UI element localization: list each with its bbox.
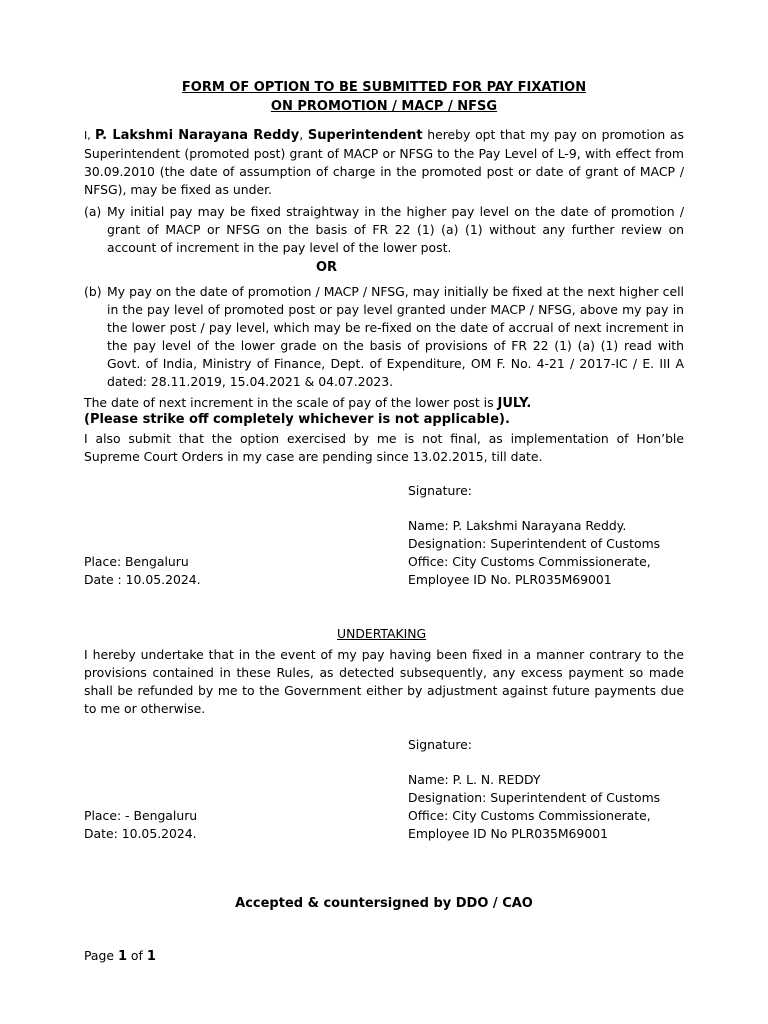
increment-text: The date of next increment in the scale of pay of the lower post is	[84, 395, 498, 410]
countersign-line: Accepted & countersigned by DDO / CAO	[235, 896, 533, 911]
undertaking-paragraph: I hereby undertake that in the event of my pay having been fixed in a manner contrary to the provisions contained in these Rules, as detected subsequently, any excess payment so made shall be refunded by me to the Government either by adjustment against future payments due to me or otherwise.	[84, 647, 684, 716]
strike-note: (Please strike off completely whichever is not applicable).	[84, 412, 510, 427]
option-b-text: My pay on the date of promotion / MACP / NFSG, may initially be fixed at the next higher cell in the pay level of promoted post or pay level granted under MACP / NFSG, above my pay in the lower post / pay level, which may be re-fixed on the date of accrual of next increment in the pay level of the lower grade on the basis of provisions of FR 22 (1) (a) (1) read with Govt. of India, Ministry of Finance, Dept. of Expenditure, OM F. No. 4-21 / 2017-IC / E. III A dated: 28.11.2019, 15.04.2021 & 04.07.2023.	[107, 284, 684, 389]
signatory-employee-id-2: Employee ID No PLR035M69001	[408, 826, 608, 841]
applicant-name: P. Lakshmi Narayana Reddy	[94, 128, 300, 143]
place-2: Place: - Bengaluru	[84, 808, 198, 823]
date-2: Date: 10.05.2024.	[84, 826, 197, 841]
page-footer	[84, 947, 156, 966]
intro-prefix: I,	[84, 129, 95, 142]
intro-text: hereby opt that my pay on promotion as Superintendent (promoted post) grant of MACP or NFSG to the Pay Level of L-9, with effect from 30.09.2010 (the date of assumption of charge in the promoted post or date of grant of MACP / NFSG), may be fixed as under.	[84, 127, 684, 197]
signatory-employee-id-1: Employee ID No. PLR035M69001	[408, 572, 612, 587]
submission-paragraph: I also submit that the option exercised by me is not final, as implementation of Hon’ble Supreme Court Orders in my case are pending since 13.02.2015, till date.	[84, 431, 684, 464]
intro-paragraph	[84, 126, 684, 199]
signatory-office-1: Office: City Customs Commissionerate,	[408, 554, 651, 569]
option-b	[84, 283, 684, 391]
footer-page-word: Page	[84, 948, 118, 963]
option-a-text: My initial pay may be fixed straightway in the higher pay level on the date of promotion / grant of MACP or NFSG on the basis of FR 22 (1) (a) (1) without any further review on account of increment in the pay level of the lower post.	[107, 204, 684, 255]
option-a	[84, 203, 684, 257]
applicant-post: Superintendent	[307, 128, 423, 143]
footer-of-word: of	[126, 948, 147, 963]
option-a-mark: (a)	[84, 204, 102, 219]
footer-page-total: 1	[146, 949, 156, 964]
place-1: Place: Bengaluru	[84, 554, 189, 569]
signatory-office-2: Office: City Customs Commissionerate,	[408, 808, 651, 823]
footer-page-number: 1	[117, 949, 127, 964]
form-title-line2: ON PROMOTION / MACP / NFSG	[270, 99, 498, 114]
signatory-name-1: Name: P. Lakshmi Narayana Reddy.	[408, 518, 627, 533]
undertaking-heading: UNDERTAKING	[337, 626, 427, 641]
signatory-designation-1: Designation: Superintendent of Customs	[408, 536, 661, 551]
signatory-designation-2: Designation: Superintendent of Customs	[408, 790, 661, 805]
signatory-name-2: Name: P. L. N. REDDY	[408, 772, 541, 787]
signature-label-1: Signature:	[408, 483, 472, 498]
date-1: Date : 10.05.2024.	[84, 572, 201, 587]
form-title-line1: FORM OF OPTION TO BE SUBMITTED FOR PAY FIXATION	[181, 80, 587, 95]
signature-label-2: Signature:	[408, 737, 472, 752]
option-b-mark: (b)	[84, 284, 102, 299]
intro-separator: ,	[299, 127, 308, 142]
increment-month: JULY.	[497, 396, 532, 411]
or-label: OR	[316, 260, 338, 275]
